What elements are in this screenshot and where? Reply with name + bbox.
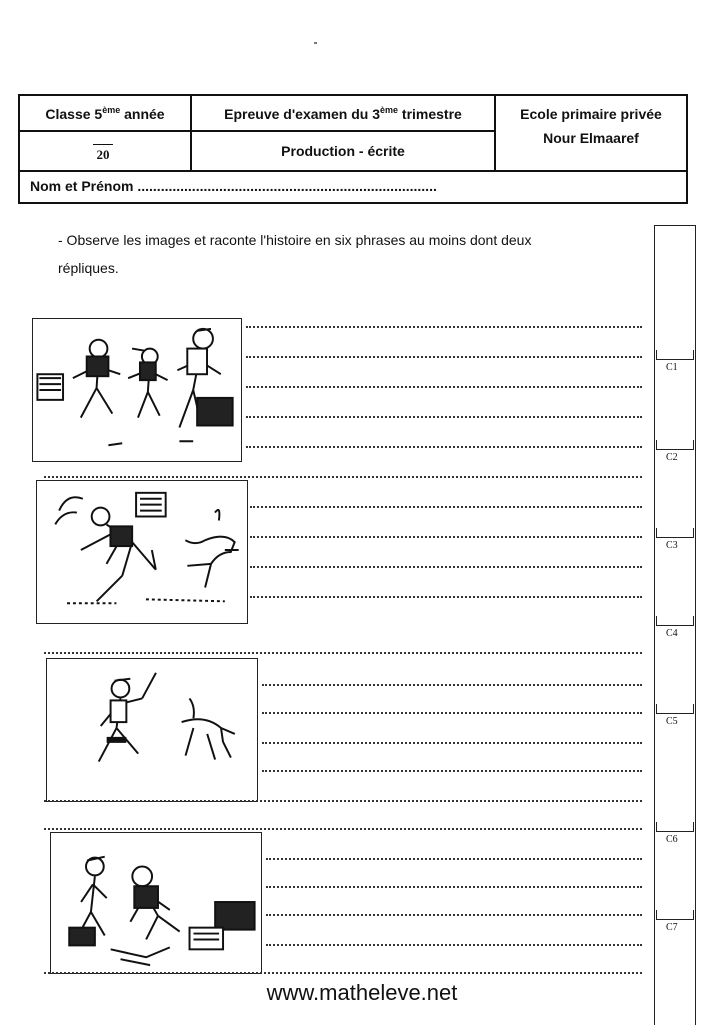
criterion-label: C5 — [666, 716, 678, 727]
illustration-boy-chasing-dog — [46, 658, 258, 802]
criterion-bracket — [656, 350, 694, 360]
writing-line[interactable] — [266, 914, 642, 916]
criterion-c6 — [656, 822, 694, 845]
boy-chasing-dog-drawing — [47, 659, 257, 801]
criterion-c4 — [656, 616, 694, 639]
school-name: Ecole primaire privée — [520, 106, 662, 122]
writing-line[interactable] — [246, 386, 642, 388]
boys-picking-up-drawing — [51, 833, 261, 973]
name-field-label[interactable]: Nom et Prénom ............................................................................. — [30, 178, 437, 194]
criterion-c7 — [656, 910, 694, 933]
writing-line[interactable] — [266, 858, 642, 860]
writing-line[interactable] — [266, 944, 642, 946]
criterion-label: C6 — [666, 834, 678, 845]
criterion-c1 — [656, 350, 694, 373]
instruction-line: répliques. — [58, 260, 119, 276]
criterion-bracket — [656, 822, 694, 832]
writing-line[interactable] — [44, 972, 642, 974]
header-table — [18, 94, 688, 204]
writing-line[interactable] — [246, 356, 642, 358]
criterion-label: C3 — [666, 540, 678, 551]
school-cell — [496, 102, 686, 168]
writing-line[interactable] — [246, 416, 642, 418]
illustration-boy-and-dog — [36, 480, 248, 624]
writing-line[interactable] — [246, 326, 642, 328]
writing-line[interactable] — [44, 800, 642, 802]
boy-and-dog-drawing — [37, 481, 247, 623]
criterion-bracket — [656, 528, 694, 538]
criterion-bracket — [656, 704, 694, 714]
score-bar — [93, 144, 113, 145]
criterion-label: C4 — [666, 628, 678, 639]
criterion-label: C7 — [666, 922, 678, 933]
score-denominator: 20 — [96, 147, 110, 162]
criterion-bracket — [656, 440, 694, 450]
writing-line[interactable] — [262, 712, 642, 714]
writing-line[interactable] — [262, 742, 642, 744]
writing-line[interactable] — [250, 536, 642, 538]
speck-mark — [314, 42, 317, 44]
writing-line[interactable] — [250, 506, 642, 508]
exam-label: Epreuve d'examen du 3ème trimestre — [224, 104, 462, 122]
subject-cell — [192, 132, 494, 170]
criterion-label: C1 — [666, 362, 678, 373]
writing-line[interactable] — [44, 476, 642, 478]
criterion-c5 — [656, 704, 694, 727]
writing-line[interactable] — [44, 652, 642, 654]
writing-line[interactable] — [44, 828, 642, 830]
instruction — [58, 226, 648, 282]
class-cell — [20, 96, 190, 130]
writing-line[interactable] — [262, 684, 642, 686]
criterion-bracket — [656, 910, 694, 920]
writing-line[interactable] — [246, 446, 642, 448]
writing-line[interactable] — [262, 770, 642, 772]
illustration-boys-picking-up — [50, 832, 262, 974]
criterion-c3 — [656, 528, 694, 551]
writing-line[interactable] — [250, 596, 642, 598]
footer-url[interactable]: www.matheleve.net — [266, 980, 458, 1005]
criterion-label: C2 — [666, 452, 678, 463]
school-subname: Nour Elmaaref — [543, 130, 639, 146]
score-cell — [90, 144, 120, 168]
exam-cell — [192, 96, 494, 130]
name-row — [30, 172, 680, 202]
children-running-drawing — [33, 319, 241, 461]
writing-line[interactable] — [266, 886, 642, 888]
instruction-line: - Observe les images et raconte l'histoire en six phrases au moins dont deux — [58, 232, 532, 248]
criterion-c2 — [656, 440, 694, 463]
score-fraction — [90, 144, 116, 163]
criterion-bracket — [656, 616, 694, 626]
class-label: Classe 5ème année — [45, 104, 165, 122]
writing-line[interactable] — [250, 566, 642, 568]
illustration-children-running — [32, 318, 242, 462]
subject-title: Production - écrite — [281, 143, 405, 159]
